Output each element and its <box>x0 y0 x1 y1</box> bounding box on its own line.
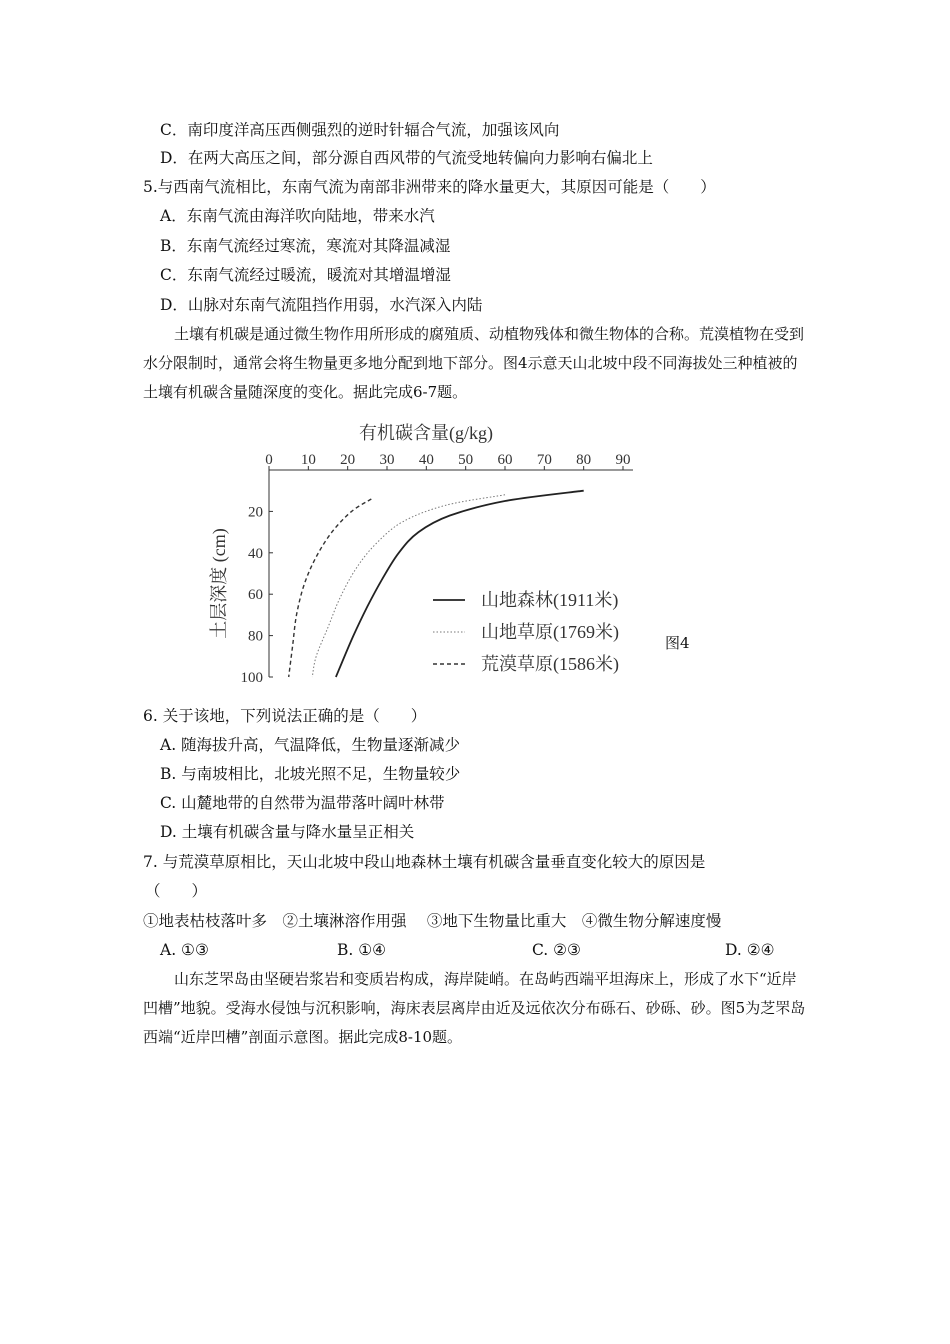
q7-option-a: A. ①③ <box>160 941 209 959</box>
q7-stem: 7. 与荒漠草原相比，天山北坡中段山地森林土壤有机碳含量垂直变化较大的原因是 <box>143 853 706 871</box>
q4-option-d: D．在两大高压之间，部分源自西风带的气流受地转偏向力影响右偏北上 <box>160 149 653 167</box>
q6-option-b: B. 与南坡相比，北坡光照不足，生物量较少 <box>160 765 461 783</box>
q7-option-d: D. ②④ <box>725 941 775 959</box>
x-tick-label: 80 <box>576 452 592 468</box>
q5-option-a: A．东南气流由海洋吹向陆地，带来水汽 <box>160 207 435 225</box>
chart-svg <box>205 415 645 690</box>
q6-option-c: C. 山麓地带的自然带为温带落叶阔叶林带 <box>160 794 445 812</box>
q7-option-c: C. ②③ <box>532 941 581 959</box>
q7-statements: ①地表枯枝落叶多 ②土壤淋溶作用强 ③地下生物量比重大 ④微生物分解速度慢 <box>143 912 722 930</box>
x-tick-label: 70 <box>536 452 552 468</box>
x-tick-label: 10 <box>300 452 316 468</box>
y-tick-label: 80 <box>248 628 263 645</box>
figure-4-chart <box>205 415 645 694</box>
q6-option-a: A. 随海拔升高，气温降低，生物量逐渐减少 <box>160 736 461 754</box>
y-tick-label: 20 <box>248 504 263 521</box>
legend-label-2: 山地草原(1769米) <box>481 622 619 642</box>
chart-title: 有机碳含量(g/kg) <box>359 423 493 443</box>
q6-stem: 6. 关于该地，下列说法正确的是（ ） <box>143 707 427 725</box>
q6-option-d: D. 土壤有机碳含量与降水量呈正相关 <box>160 823 415 841</box>
x-tick-label: 30 <box>379 452 395 468</box>
x-tick-label: 60 <box>497 452 513 468</box>
q5-option-d: D．山脉对东南气流阻挡作用弱，水汽深入内陆 <box>160 296 483 314</box>
series-line-1 <box>336 491 584 677</box>
q7-option-b: B. ①④ <box>337 941 387 959</box>
legend-label-1: 山地森林(1911米) <box>481 590 619 610</box>
x-tick-label: 40 <box>418 452 434 468</box>
y-tick-label: 60 <box>248 587 263 604</box>
x-tick-label: 90 <box>615 452 631 468</box>
q4-option-c: C．南印度洋高压西侧强烈的逆时针辐合气流，加强该风向 <box>160 121 560 139</box>
y-axis-label: 土层深度 (cm) <box>209 528 229 639</box>
y-tick-label: 40 <box>248 545 263 562</box>
y-tick-label: 100 <box>240 670 263 686</box>
figure-caption: 图4 <box>665 634 690 652</box>
q5-option-b: B．东南气流经过寒流，寒流对其降温减湿 <box>160 237 451 255</box>
legend-label-3: 荒漠草原(1586米) <box>481 654 619 674</box>
passage-zhifu-island: 山东芝罘岛由坚硬岩浆岩和变质岩构成，海岸陡峭。在岛屿西端平坦海床上，形成了水下“近岸凹槽”地貌。受海水侵蚀与沉积影响，海床表层离岸由近及远依次分布砾石、砂砾、砂。图5为芝罘岛西端“近岸凹槽”剖面示意图。据此完成8-10题。 <box>143 970 806 1046</box>
q7-blank: （ ） <box>145 882 208 900</box>
x-tick-label: 50 <box>458 452 474 468</box>
passage-soil-carbon: 土壤有机碳是通过微生物作用所形成的腐殖质、动植物残体和微生物体的合称。荒漠植物在受到水分限制时，通常会将生物量更多地分配到地下部分。图4示意天山北坡中段不同海拔处三种植被的土壤有机碳含量随深度的变化。据此完成6-7题。 <box>143 325 805 401</box>
series-line-3 <box>289 499 372 677</box>
x-tick-label: 0 <box>265 452 273 468</box>
q5-option-c: C．东南气流经过暖流，暖流对其增温增湿 <box>160 266 451 284</box>
q5-stem: 5.与西南气流相比，东南气流为南部非洲带来的降水量更大，其原因可能是（ ） <box>143 178 716 196</box>
x-tick-label: 20 <box>340 452 356 468</box>
